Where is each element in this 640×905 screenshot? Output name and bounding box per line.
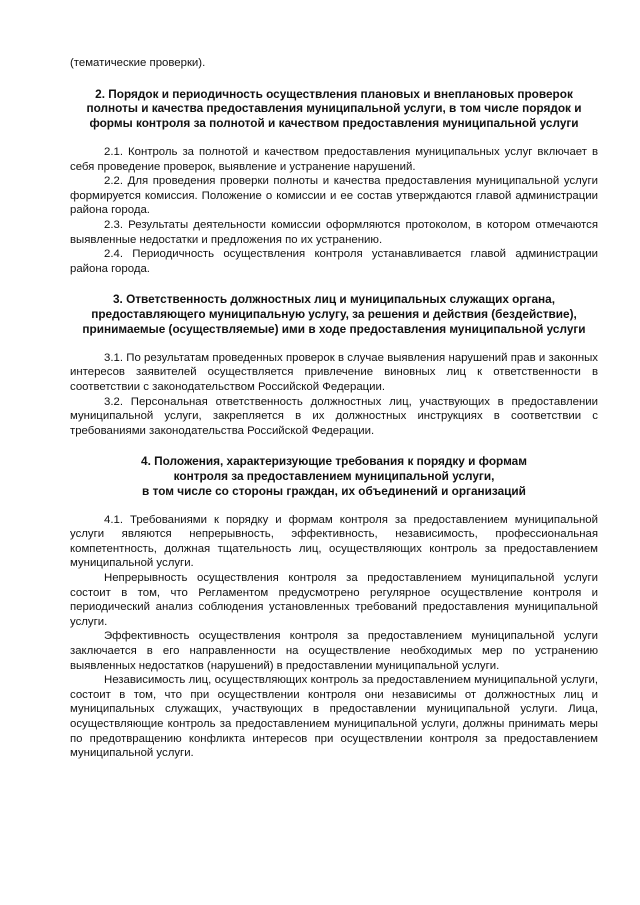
section-4-heading-line: контроля за предоставлением муниципальной услуги, [173,469,495,484]
section-4-heading [70,454,598,498]
paragraph-independence: Независимость лиц, осуществляющих контроль за предоставлением муниципальной услуги, состоит в том, что при осуществлении контроля они независимы от должностных лиц и муниципальных служащих, участвующих в предоставлении муниципальной услуги. Лица, осуществляющие контроль за предоставлением муниципальной услуги, должны принимать меры по предотвращению конфликта интересов при осуществлении контроля за предоставлением муниципальной услуги. [70,674,598,760]
lead-text: (тематические проверки). [70,57,206,69]
paragraph-efficiency: Эффективность осуществления контроля за предоставлением муниципальной услуги заключается в его направленности на осуществление необходимых мер по устранению выявленных недостатков (нарушений) в предоставлении муниципальной услуги. [70,630,598,672]
section-4-heading-line: 4. Положения, характеризующие требования к порядку и формам [141,454,527,469]
paragraph-4-1: 4.1. Требованиями к порядку и формам контроля за предоставлением муниципальной услуги являются непрерывность, эффективность, независимость, профессиональная компетентность, должная тщательность лиц, осуществляющих контроль за предоставлением муниципальной услуги. [70,513,598,570]
section-4-heading-line: в том числе со стороны граждан, их объединений и организаций [142,483,526,498]
section-2-heading: 2. Порядок и периодичность осуществления плановых и внеплановых проверок полноты и качества предоставления муниципальной услуги, в том числе порядок и формы контроля за полнотой и качеством предоставления муниципальной услуги [86,86,582,131]
paragraph-continuity: Непрерывность осуществления контроля за предоставлением муниципальной услуги состоит в том, что Регламентом предусмотрено регулярное осуществление контроля и периодический анализ соблюдения установленных требований предоставления муниципальной услуги. [70,572,598,628]
section-3-heading: 3. Ответственность должностных лиц и муниципальных служащих органа, предоставляющего муниципальную услугу, за решения и действия (бездействие), принимаемые (осуществляемые) ими в ходе предоставления муниципальной услуги [82,292,586,336]
paragraph-3-2: 3.2. Персональная ответственность должностных лиц, участвующих в предоставлении муниципальной услуги, закрепляется в их должностных инструкциях в соответствии с требованиями законодательства Российской Федерации. [70,395,598,437]
paragraph-2-2: 2.2. Для проведения проверки полноты и качества предоставления муниципальной услуги формируется комиссия. Положение о комиссии и ее состав утверждаются главой администрации района города. [70,175,598,217]
paragraph-2-4: 2.4. Периодичность осуществления контроля устанавливается главой администрации района города. [70,248,598,275]
paragraph-2-3: 2.3. Результаты деятельности комиссии оформляются протоколом, в котором отмечаются выявленные недостатки и предложения по их устранению. [70,218,598,246]
paragraph-2-1: 2.1. Контроль за полнотой и качеством предоставления муниципальных услуг включает в себя проведение проверок, выявление и устранение нарушений. [70,145,598,173]
paragraph-3-1: 3.1. По результатам проведенных проверок в случае выявления нарушений прав и законных интересов заявителей осуществляется привлечение виновных лиц к ответственности в соответствии с законодательством Российской Федерации. [70,351,598,393]
